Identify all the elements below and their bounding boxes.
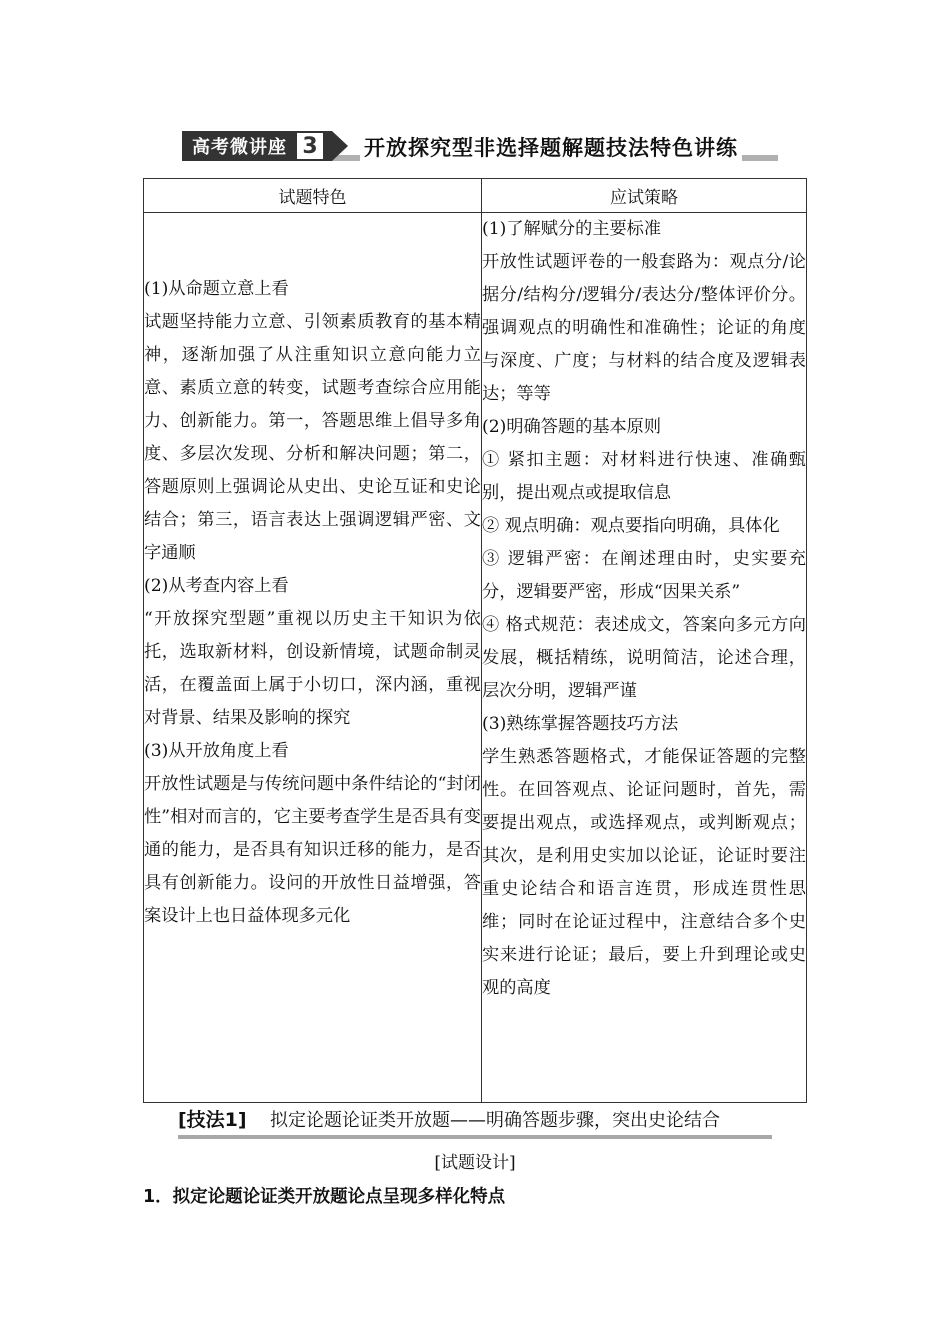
- features-heading: (2)从考查内容上看: [144, 576, 289, 596]
- strategy-paragraph: ② 观点明确：观点要指向明确，具体化: [482, 516, 780, 536]
- strategy-heading: (3)熟练掌握答题技巧方法: [482, 714, 679, 734]
- strategy-table: [143, 178, 807, 1103]
- features-paragraph: “开放探究型题”重视以历史主干知识为依托，选取新材料，创设新情境，试题命制灵活，在覆盖面上属于小切口，深内涵，重视对背景、结果及影响的探究: [144, 609, 481, 728]
- lecture-tag: [182, 131, 332, 161]
- strategy-heading: (1)了解赋分的主要标准: [482, 219, 662, 239]
- lecture-banner: [178, 130, 778, 164]
- section-label: [试题设计]: [434, 1153, 516, 1173]
- features-heading: (3)从开放角度上看: [144, 741, 289, 761]
- strategy-content: [482, 213, 806, 1005]
- features-paragraph: 开放性试题是与传统问题中条件结论的“封闭性”相对而言的，它主要考查学生是否具有变通的能力，是否具有知识迁移的能力，是否具有创新能力。设问的开放性日益增强，答案设计上也日益体现多元化: [144, 774, 481, 926]
- technique-tag: [技法1]: [178, 1109, 247, 1131]
- features-content: [144, 213, 481, 933]
- table-row: [144, 213, 807, 1103]
- features-paragraph: 试题坚持能力立意、引领素质教育的基本精神，逐渐加强了从注重知识立意向能力立意、素质立意的转变，试题考查综合应用能力、创新能力。第一，答题思维上倡导多角度、多层次发现、分析和解决问题；第二，答题原则上强调论从史出、史论互证和史论结合；第三，语言表达上强调逻辑严密、文字通顺: [144, 312, 481, 563]
- lecture-tag-label: 高考微讲座: [192, 137, 287, 158]
- header-features: 试题特色: [144, 179, 482, 213]
- features-cell: [144, 213, 482, 1103]
- strategy-paragraph: ① 紧扣主题：对材料进行快速、准确甄别，提出观点或提取信息: [482, 450, 806, 503]
- features-heading: (1)从命题立意上看: [144, 279, 289, 299]
- strategy-paragraph: ④ 格式规范：表述成文，答案向多元方向发展，概括精练，说明简洁，论述合理，层次分明，逻辑严谨: [482, 615, 806, 701]
- technique-banner: [178, 1105, 772, 1139]
- page-title: 开放探究型非选择题解题技法特色讲练: [360, 132, 742, 162]
- header-strategy: 应试策略: [482, 179, 807, 213]
- table-header-row: [144, 179, 807, 213]
- strategy-cell: [482, 213, 807, 1103]
- tag-arrow-icon: [332, 131, 348, 161]
- lecture-tag-number: 3: [297, 133, 323, 159]
- strategy-paragraph: ③ 逻辑严密：在阐述理由时，史实要充分，逻辑要严密，形成“因果关系”: [482, 549, 806, 602]
- strategy-paragraph: 开放性试题评卷的一般套路为：观点分/论据分/结构分/逻辑分/表达分/整体评价分。强调观点的明确性和准确性；论证的角度与深度、广度；与材料的结合度及逻辑表达；等等: [482, 252, 806, 404]
- question-heading: 1．拟定论题论证类开放题论点呈现多样化特点: [143, 1187, 506, 1207]
- strategy-paragraph: 学生熟悉答题格式，才能保证答题的完整性。在回答观点、论证问题时，首先，需要提出观点，或选择观点，或判断观点；其次，是利用史实加以论证，论证时要注重史论结合和语言连贯，形成连贯性思维；同时在论证过程中，注意结合多个史实来进行论证；最后，要上升到理论或史观的高度: [482, 747, 806, 998]
- strategy-heading: (2)明确答题的基本原则: [482, 417, 662, 437]
- technique-title: 拟定论题论证类开放题——明确答题步骤，突出史论结合: [270, 1110, 720, 1131]
